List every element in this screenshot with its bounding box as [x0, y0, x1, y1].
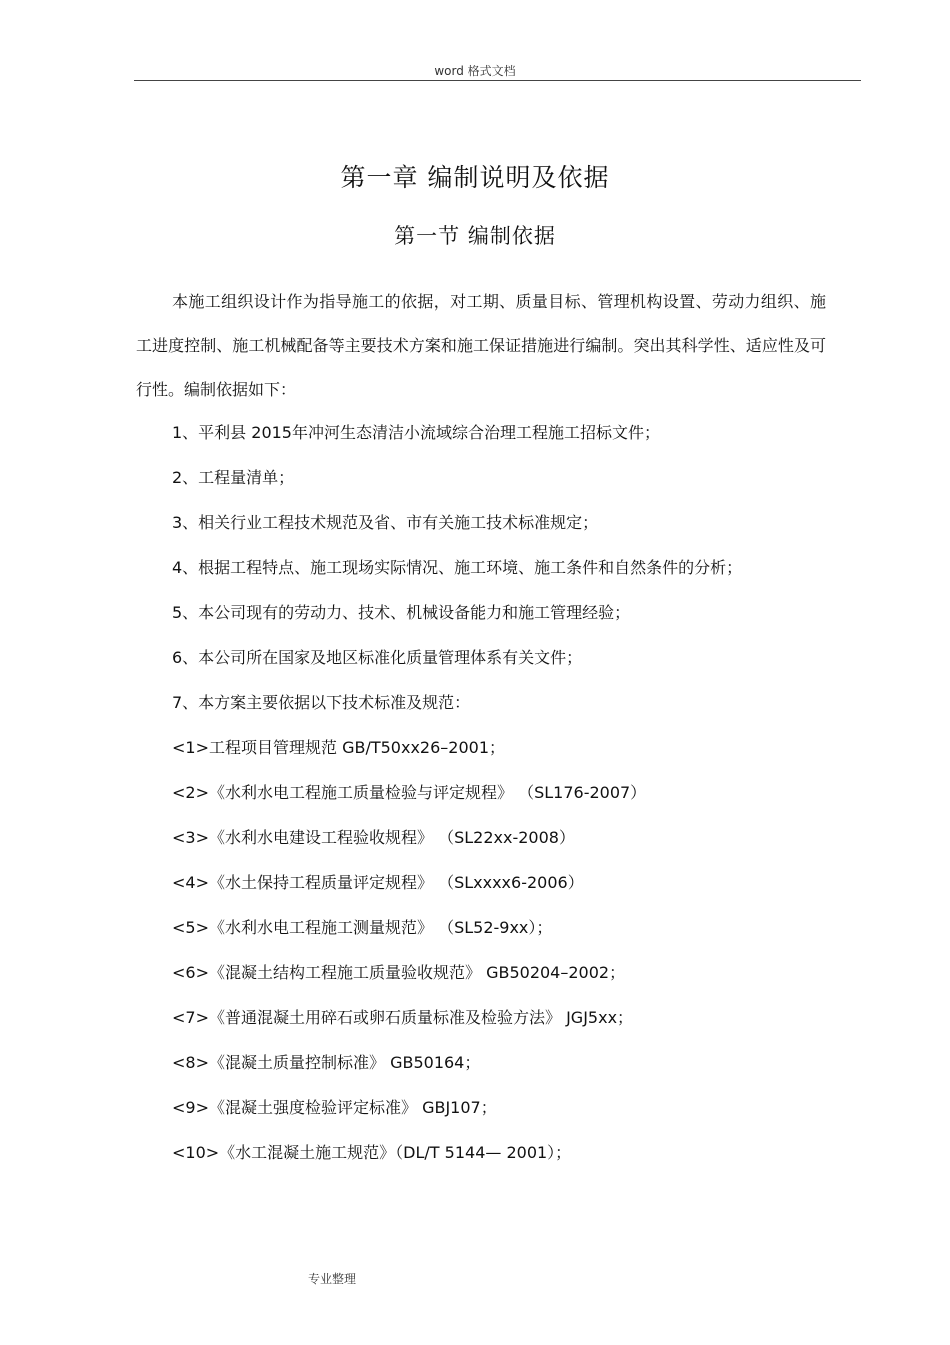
list-item: <5>《水利水电工程施工测量规范》 （SL52-9xx）；: [172, 918, 553, 937]
list-item: 5、本公司现有的劳动力、技术、机械设备能力和施工管理经验；: [172, 603, 631, 622]
intro-paragraph: 本施工组织设计作为指导施工的依据，对工期、质量目标、管理机构设置、劳动力组织、施工进度控制、施工机械配备等主要技术方案和施工保证措施进行编制。突出其科学性、适应性及可行性。编制依据如下：: [136, 292, 826, 399]
list-item: <7>《普通混凝土用碎石或卵石质量标准及检验方法》 JGJ5xx；: [172, 1008, 634, 1027]
header-divider: [134, 80, 861, 81]
chapter-title: 第一章 编制说明及依据: [340, 163, 610, 192]
list-item: <4>《水土保持工程质量评定规程》 （SLxxxx6-2006）: [172, 873, 584, 892]
basis-list: [172, 410, 832, 1175]
list-item: 2、工程量清单；: [172, 468, 295, 487]
section-title: 第一节 编制依据: [394, 224, 556, 248]
list-item: <9>《混凝土强度检验评定标准》 GBJ107；: [172, 1098, 497, 1117]
list-item: 6、本公司所在国家及地区标准化质量管理体系有关文件；: [172, 648, 583, 667]
list-item: <1>工程项目管理规范 GB/T50xx26–2001；: [172, 738, 505, 757]
list-item: <2>《水利水电工程施工质量检验与评定规程》 （SL176-2007）: [172, 783, 647, 802]
list-item: <6>《混凝土结构工程施工质量验收规范》 GB50204–2002；: [172, 963, 626, 982]
list-item: 7、本方案主要依据以下技术标准及规范：: [172, 693, 471, 712]
list-item: <3>《水利水电建设工程验收规程》 （SL22xx-2008）: [172, 828, 575, 847]
list-item: <8>《混凝土质量控制标准》 GB50164；: [172, 1053, 481, 1072]
page-header: word 格式文档: [434, 64, 516, 78]
list-item: 4、根据工程特点、施工现场实际情况、施工环境、施工条件和自然条件的分析；: [172, 558, 743, 577]
list-item: <10>《水工混凝土施工规范》（DL/T 5144— 2001）；: [172, 1143, 572, 1162]
page-footer: 专业整理: [308, 1272, 357, 1286]
list-item: 3、相关行业工程技术规范及省、市有关施工技术标准规定；: [172, 513, 599, 532]
list-item: 1、平利县 2015年冲河生态清洁小流域综合治理工程施工招标文件；: [172, 423, 660, 442]
